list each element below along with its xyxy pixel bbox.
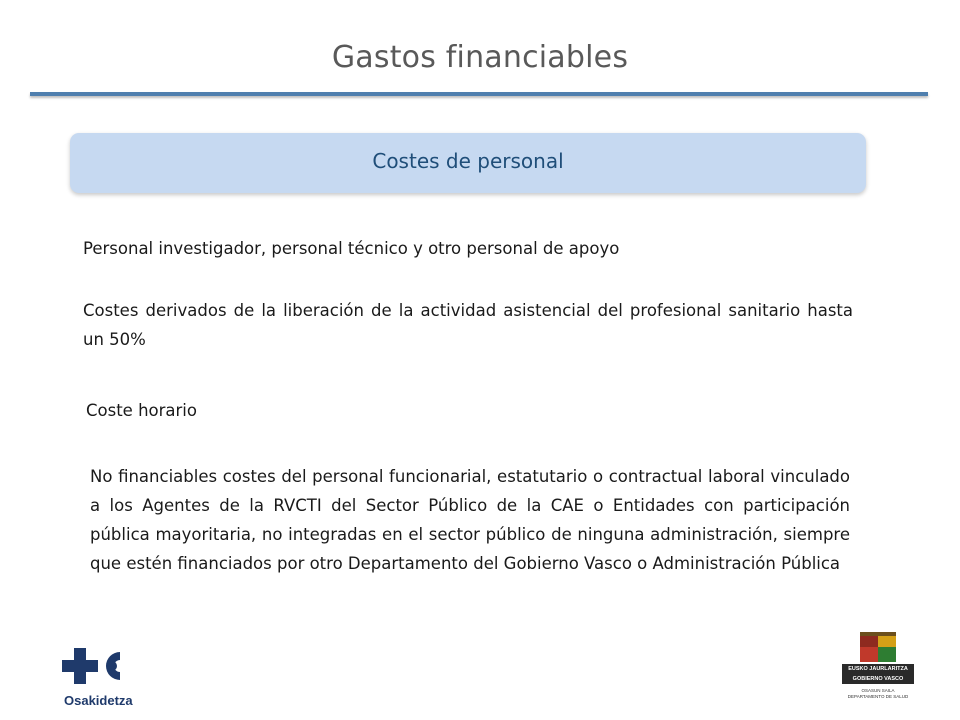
slide-title: Gastos financiables xyxy=(331,40,629,75)
gv-band-line1: EUSKO JAURLARITZA xyxy=(848,666,908,672)
paragraph-no-financiables: No financiables costes del personal funcionarial, estatutario o contractual laboral vinculado a los Agentes de la RVCTI del Sector Público de la CAE o Entidades con participación pública mayoritaria, no integradas en el sector público de ninguna administración, siempre que estén financiados por otro Departamento del Gobierno Vasco o Administración Pública xyxy=(90,467,850,573)
gv-dept-line2: DEPARTAMENTO DE SALUD xyxy=(847,694,909,699)
section-heading: Costes de personal xyxy=(372,149,564,173)
gobierno-vasco-band xyxy=(842,664,914,684)
osakidetza-wordmark: Osakidetza xyxy=(64,693,133,708)
paragraph-liberacion: Costes derivados de la liberación de la actividad asistencial del profesional sanitario hasta un 50% xyxy=(83,301,853,349)
gv-band-line2: GOBIERNO VASCO xyxy=(852,676,904,682)
gobierno-vasco-department xyxy=(842,688,914,700)
gv-dept-line1: OSASUN SAILA xyxy=(861,688,895,693)
title-underline xyxy=(30,92,928,96)
section-heading-box xyxy=(70,133,866,193)
paragraph-personal: Personal investigador, personal técnico y otro personal de apoyo xyxy=(83,239,620,258)
paragraph-coste-horario: Coste horario xyxy=(86,401,197,420)
